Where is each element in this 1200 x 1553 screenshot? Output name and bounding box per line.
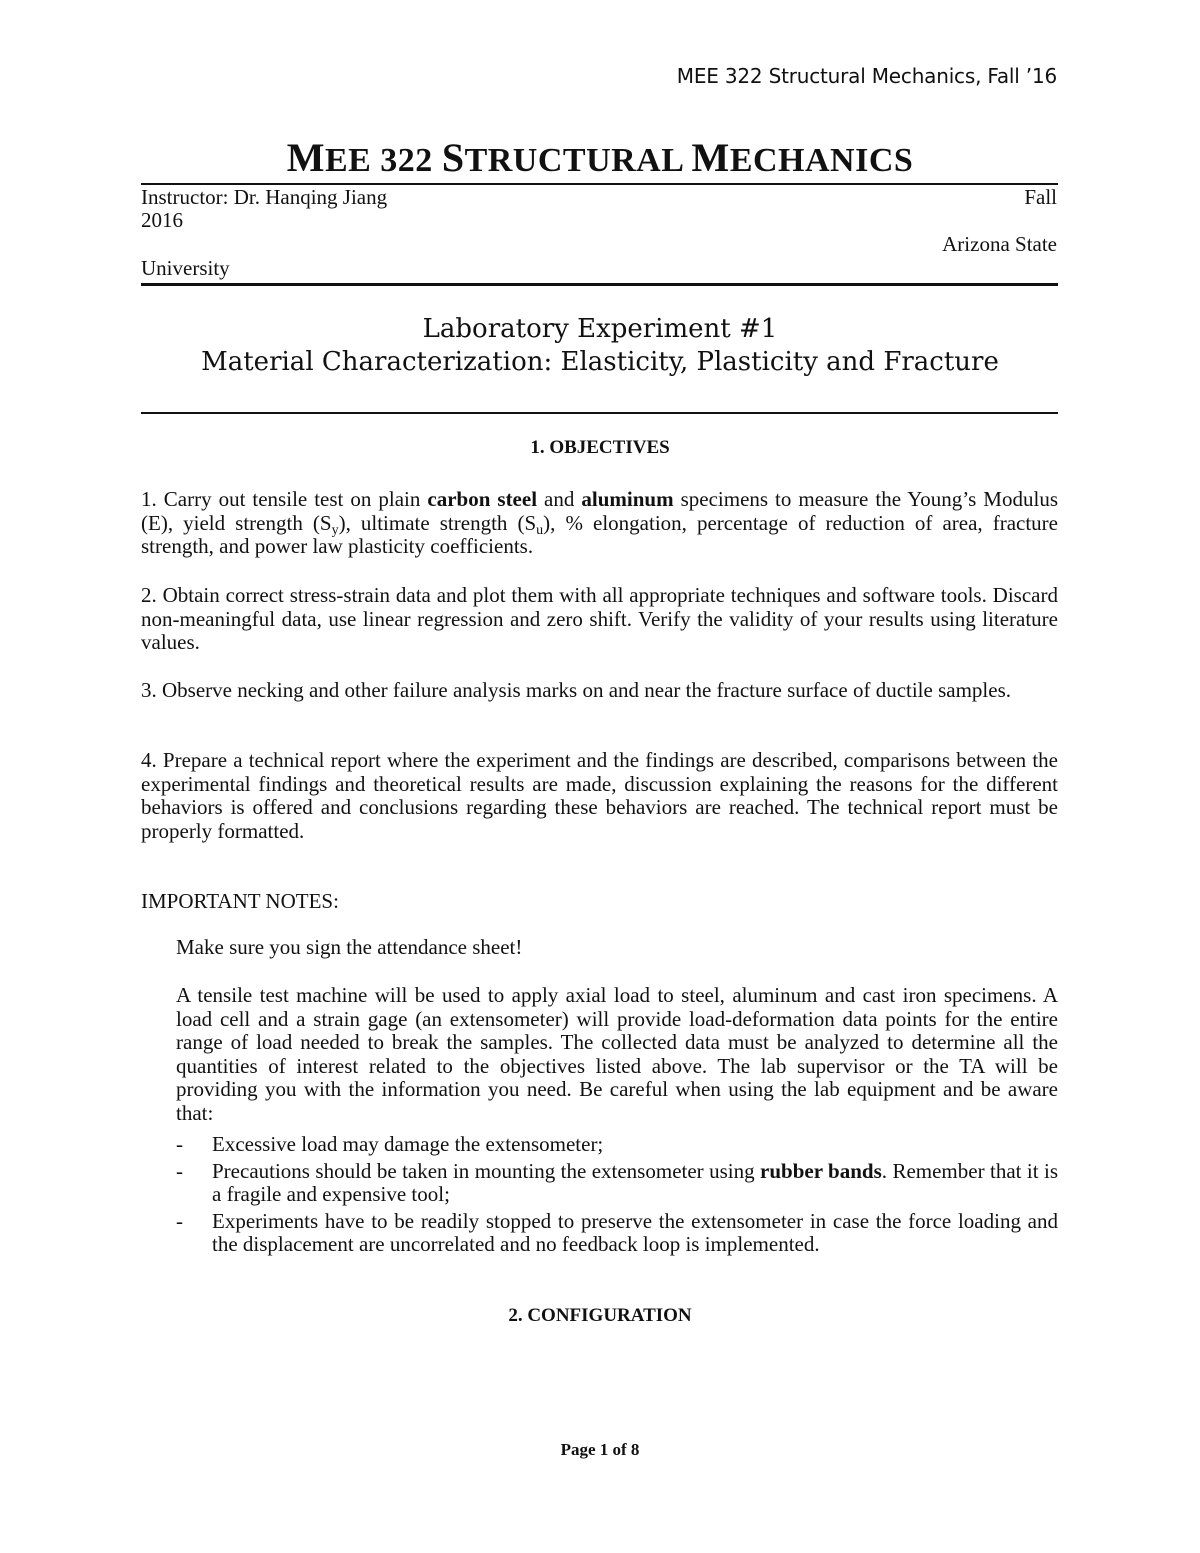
objective-1: 1. Carry out tensile test on plain carbon steel and aluminum specimens to measure the Young’s Modulus (E), yield strength $(S_y)$, ultimate strength $(S_u)$, % elongation, percentage of reduction of area, fracture strength, and power law plasticity coefficients. [141,487,1058,558]
title-initial-s: S [441,135,465,180]
page-number: Page 1 of 8 [560,1440,640,1459]
list-item: - Experiments have to be readily stopped to preserve the extensometer in case the force loading and the displacement are uncorrelated and no feedback loop is implemented. [176,1208,1058,1256]
title-initial-m2: M [691,135,730,180]
university-name: University [141,256,230,280]
instructor-text: Instructor: Dr. Hanqing Jiang [141,185,388,209]
term-fall: Fall [1024,185,1057,209]
objective-4: 4. Prepare a technical report where the experiment and the findings are described, comparisons between the experimental findings and theoretical results are made, discussion explaining the reasons for the different behaviors is offered and conclusions regarding these behaviors are reached. The technical report must be properly formatted. [141,748,1058,843]
title-part-ee: EE 322 [324,142,442,179]
list-item: - Precautions should be taken in mounting the extensometer using rubber bands. Remember that it is a fragile and expensive tool; [176,1158,1059,1206]
tensile-machine-note: A tensile test machine will be used to apply axial load to steel, aluminum and cast iron specimens. A load cell and a strain gage (an extensometer) will provide load-deformation data points for the entire range of load needed to break the samples. The collected data must be analyzed to determine all the quantities of interest related to the objectives listed above. The lab supervisor or the TA will be providing you with the information you need. Be careful when using the lab equipment and be aware that: [176,983,1058,1125]
objectives-heading: 1. OBJECTIVES [530,437,670,458]
title-part-mechanics: ECHANICS [729,142,914,179]
title-part-structural: TRUCTURAL [464,142,692,179]
header-rule-bottom [141,283,1058,286]
term-year: 2016 [141,208,183,232]
important-notes-label: IMPORTANT NOTES: [141,889,339,913]
title-rule [141,412,1058,414]
objective-2: 2. Obtain correct stress-strain data and plot them with all appropriate techniques and software tools. Discard non-meaningful data, use linear regression and zero shift. Verify the validity of your results using literature values. [141,583,1058,654]
course-title [0,134,1200,181]
objective-3: 3. Observe necking and other failure analysis marks on and near the fracture surface of ductile samples. [141,678,1011,702]
precautions-list [176,1133,1058,1260]
list-item: - Excessive load may damage the extensometer; [176,1132,604,1156]
title-initial-m: M [286,135,325,180]
lab-title: Laboratory Experiment #1 [422,314,778,344]
running-header: MEE 322 Structural Mechanics, Fall ’16 [676,64,1057,88]
attendance-note: Make sure you sign the attendance sheet! [176,935,523,959]
university-state: Arizona State [942,232,1057,256]
configuration-heading: 2. CONFIGURATION [508,1305,692,1326]
lab-subtitle: Material Characterization: Elasticity, Plasticity and Fracture [201,347,999,377]
